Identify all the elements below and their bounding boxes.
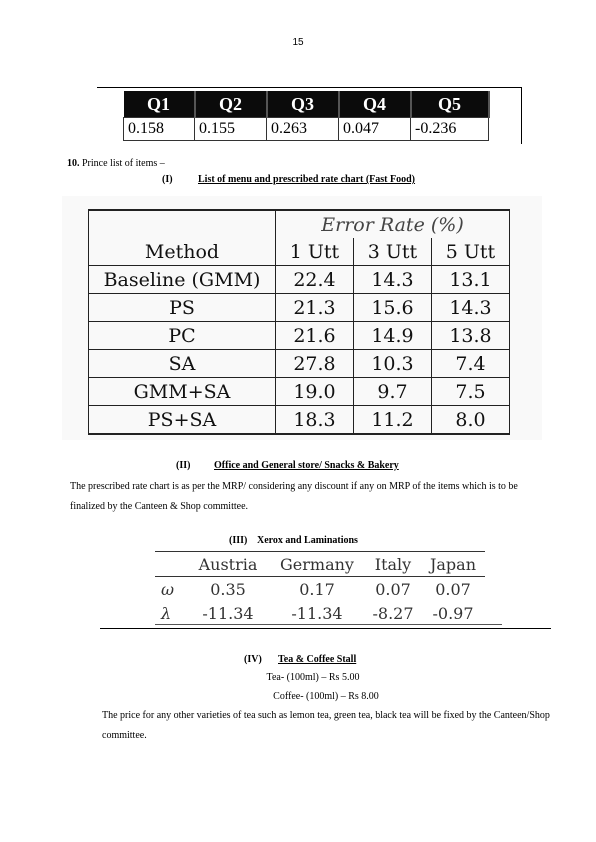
q-table-value-row <box>124 118 489 141</box>
value-cell: 19.0 <box>276 378 354 406</box>
value-cell: 0.35 <box>210 579 246 599</box>
q-table <box>123 91 490 141</box>
subsection-title: List of menu and prescribed rate chart (Fast Food) <box>198 174 416 185</box>
value-cell: 21.6 <box>276 322 354 350</box>
value-cell: 22.4 <box>276 266 354 294</box>
error-table-title-row <box>89 210 510 238</box>
subsection-label: (III) <box>229 535 248 546</box>
q-header: Q5 <box>411 91 489 118</box>
table-row <box>155 601 485 625</box>
subsection-iii-heading <box>229 535 358 546</box>
value-cell: 14.3 <box>432 294 510 322</box>
column-header: 3 Utt <box>354 238 432 266</box>
value-cell: 7.4 <box>432 350 510 378</box>
value-cell: 13.1 <box>432 266 510 294</box>
error-table-header-row <box>89 238 510 266</box>
q-value: 0.263 <box>267 118 339 141</box>
value-cell: 9.7 <box>354 378 432 406</box>
subsection-label: (IV) <box>244 654 262 665</box>
method-cell: GMM+SA <box>89 378 276 406</box>
subsection-label: (II) <box>176 460 191 471</box>
method-cell: Baseline (GMM) <box>89 266 276 294</box>
value-cell: 14.9 <box>354 322 432 350</box>
q-value: 0.155 <box>195 118 267 141</box>
subsection-i-heading <box>162 174 415 185</box>
value-cell: 15.6 <box>354 294 432 322</box>
table-row <box>89 322 510 350</box>
subsection-label: (I) <box>162 174 173 185</box>
value-cell: 13.8 <box>432 322 510 350</box>
value-cell: 27.8 <box>276 350 354 378</box>
q-header: Q1 <box>124 91 195 118</box>
value-cell: 11.2 <box>354 406 432 435</box>
subsection-ii-paragraph: The prescribed rate chart is as per the MRP/ considering any discount if any on MRP of the items which is to be finalized by the Canteen & Shop committee. <box>70 481 518 512</box>
column-header: 5 Utt <box>432 238 510 266</box>
section-number: 10. <box>67 158 80 169</box>
country-header: Japan <box>421 552 485 577</box>
subsection-iv-paragraph: The price for any other varieties of tea such as lemon tea, green tea, black tea will be fixed by the Canteen/Shop committee. <box>102 710 550 741</box>
q-value: -0.236 <box>411 118 489 141</box>
value-cell: 14.3 <box>354 266 432 294</box>
value-cell: -8.27 <box>372 603 414 623</box>
value-cell: 0.17 <box>299 579 335 599</box>
coffee-price: Coffee- (100ml) – Rs 8.00 <box>273 691 379 702</box>
error-rate-table <box>88 209 510 435</box>
value-cell: -0.97 <box>432 603 474 623</box>
table-rule <box>100 628 551 629</box>
row-symbol: ω <box>161 579 175 599</box>
table-row <box>89 350 510 378</box>
subsection-title: Tea & Coffee Stall <box>278 654 357 665</box>
value-cell: 0.07 <box>435 579 471 599</box>
method-cell: PS+SA <box>89 406 276 435</box>
country-header: Austria <box>187 552 269 577</box>
subsection-iv-heading <box>244 654 356 665</box>
table-row <box>89 406 510 435</box>
q-value: 0.158 <box>124 118 195 141</box>
table-row <box>89 266 510 294</box>
q-header: Q4 <box>339 91 411 118</box>
q-value: 0.047 <box>339 118 411 141</box>
value-cell: -11.34 <box>291 603 343 623</box>
method-cell: PS <box>89 294 276 322</box>
value-cell: 21.3 <box>276 294 354 322</box>
country-header: Italy <box>365 552 421 577</box>
q-header: Q3 <box>267 91 339 118</box>
table-row <box>89 294 510 322</box>
table-rule <box>155 624 502 625</box>
method-cell: SA <box>89 350 276 378</box>
q-header: Q2 <box>195 91 267 118</box>
value-cell: -11.34 <box>202 603 254 623</box>
value-cell: 7.5 <box>432 378 510 406</box>
section-10-text: Prince list of items – <box>79 158 165 169</box>
column-header: 1 Utt <box>276 238 354 266</box>
q-table-header-row <box>124 91 489 118</box>
subsection-title: Xerox and Laminations <box>257 535 358 546</box>
value-cell: 0.07 <box>375 579 411 599</box>
section-10-heading <box>67 158 165 169</box>
method-cell: PC <box>89 322 276 350</box>
tea-price: Tea- (100ml) – Rs 5.00 <box>266 672 360 683</box>
error-table-title: Error Rate (%) <box>276 210 510 238</box>
subsection-title: Office and General store/ Snacks & Bakery <box>214 460 399 471</box>
value-cell: 8.0 <box>432 406 510 435</box>
table-row <box>89 378 510 406</box>
country-table <box>155 551 485 625</box>
country-header: Germany <box>269 552 365 577</box>
column-header: Method <box>89 238 276 266</box>
row-symbol: λ <box>161 603 172 623</box>
subsection-ii-heading <box>176 460 399 471</box>
value-cell: 10.3 <box>354 350 432 378</box>
value-cell: 18.3 <box>276 406 354 435</box>
table-row <box>155 577 485 602</box>
page-number: 15 <box>292 37 304 48</box>
country-header-row <box>155 552 485 577</box>
